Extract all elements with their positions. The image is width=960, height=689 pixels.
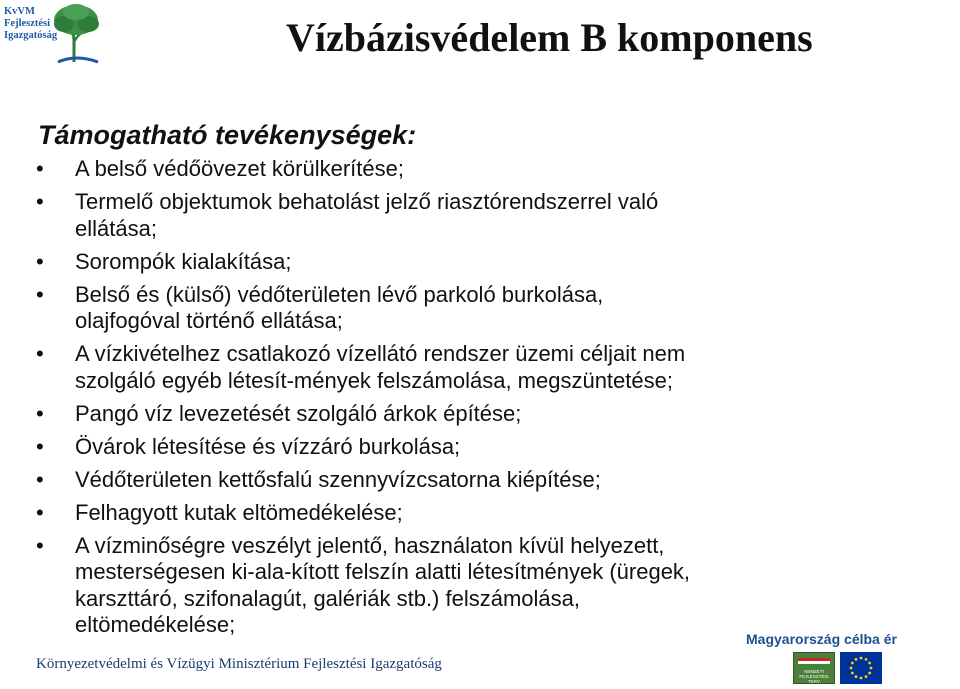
list-item <box>0 500 900 527</box>
list-item <box>0 156 900 183</box>
list-item <box>0 401 900 428</box>
list-item-text: Belső és (külső) védőterületen lévő parkoló burkolása, olajfogóval történő ellátása; <box>75 281 604 333</box>
list-item-text: Pangó víz levezetését szolgáló árkok építése; <box>75 400 522 426</box>
list-item <box>0 341 900 394</box>
bullet-icon: • <box>36 189 44 214</box>
eu-star-icon <box>851 662 854 665</box>
list-item <box>0 282 900 335</box>
section-heading: Támogatható tevékenységek: <box>38 120 417 150</box>
logo-line-2: Fejlesztési <box>4 18 51 29</box>
activity-list <box>0 156 900 645</box>
bullet-icon: • <box>36 156 44 181</box>
page-title: Vízbázisvédelem B komponens <box>286 15 813 60</box>
list-item-text: A vízkivételhez csatlakozó vízellátó rendszer üzemi céljait nem szolgáló egyéb létesít-mények felszámolása, megszüntetése; <box>75 341 686 393</box>
eu-star-icon <box>855 658 858 661</box>
logo-line-3: Igazgatóság <box>4 30 58 41</box>
nft-logo-icon <box>793 652 835 684</box>
bullet-icon: • <box>36 466 44 492</box>
bullet-icon: • <box>36 499 44 525</box>
eu-star-icon <box>865 658 868 661</box>
eu-star-icon <box>850 667 853 670</box>
list-item-text: Termelő objektumok behatolást jelző riasztórendszerrel való ellátása; <box>75 189 659 241</box>
eu-star-icon <box>868 662 871 665</box>
eu-star-icon <box>868 672 871 675</box>
list-item-text: Övárok létesítése és vízzáró burkolása; <box>75 433 461 459</box>
eu-star-icon <box>851 672 854 675</box>
eu-flag-icon <box>840 652 882 684</box>
eu-star-icon <box>870 667 873 670</box>
slogan: Magyarország célba ér <box>746 631 897 647</box>
nft-line-2: FEJLESZTÉSI <box>799 674 829 679</box>
eu-star-icon <box>855 675 858 678</box>
bullet-icon: • <box>36 433 44 459</box>
bullet-icon: • <box>36 341 44 366</box>
tree-logo-icon <box>48 2 104 64</box>
nft-line-3: TERV <box>808 679 820 684</box>
list-item-text: A vízminőségre veszélyt jelentő, használaton kívül helyezett, mesterségesen ki-ala-kított felszín alatti létesítmények (üregek, karszttáró, szifonalagút, galériák stb.) felszámolása, eltömedékelése; <box>75 532 691 637</box>
eu-star-icon <box>860 677 863 680</box>
list-item <box>0 434 900 461</box>
list-item-text: A belső védőövezet körülkerítése; <box>75 156 404 181</box>
nft-logo-text <box>794 669 834 684</box>
list-item-text: Sorompók kialakítása; <box>75 248 292 274</box>
kvvm-logo <box>4 2 104 66</box>
footer-ministry-name: Környezetvédelmi és Vízügyi Minisztérium Fejlesztési Igazgatóság <box>36 656 442 672</box>
list-item <box>0 189 900 242</box>
nft-flag-stripes <box>798 658 830 667</box>
bullet-icon: • <box>36 248 44 274</box>
list-item-text: Védőterületen kettősfalú szennyvízcsatorna kiépítése; <box>75 466 601 492</box>
list-item <box>0 533 900 639</box>
nft-line-1: NEMZETI <box>804 669 824 674</box>
bullet-icon: • <box>36 532 44 558</box>
list-item <box>0 249 900 276</box>
bullet-icon: • <box>36 400 44 426</box>
bullet-icon: • <box>36 281 44 307</box>
list-item-text: Felhagyott kutak eltömedékelése; <box>75 499 403 525</box>
list-item <box>0 467 900 494</box>
eu-star-icon <box>865 675 868 678</box>
eu-star-icon <box>860 657 863 660</box>
logo-line-1: KvVM <box>4 6 35 17</box>
